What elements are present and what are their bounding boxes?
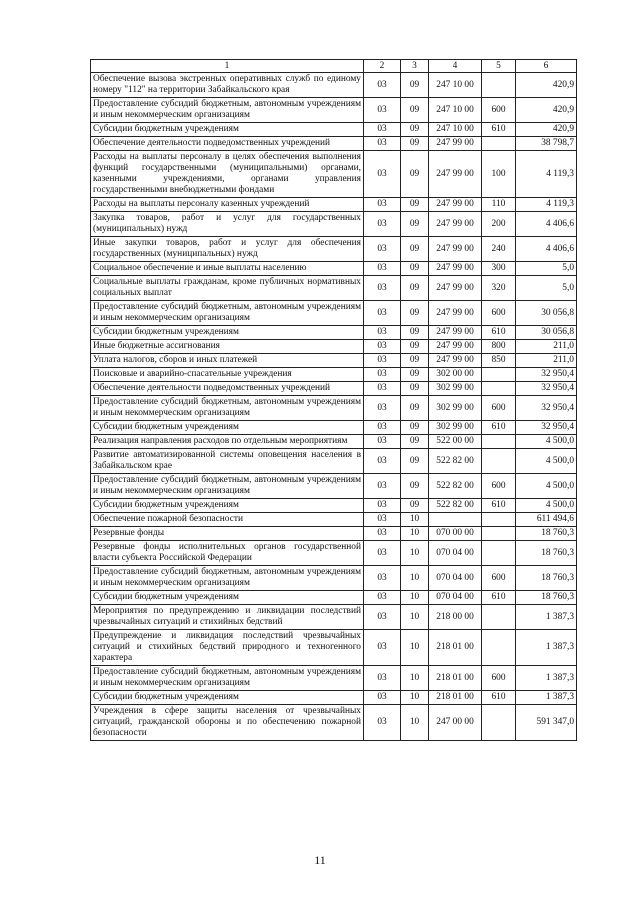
row-section: 03 [364,198,401,212]
table-row [91,382,577,396]
row-subsection: 10 [401,566,429,591]
table-row [91,123,577,137]
row-name: Предупреждение и ликвидация последствий чрезвычайных ситуаций и стихийных бедствий природного и техногенного характера [91,630,364,666]
row-amount: 18 760,3 [516,527,577,541]
row-target-article: 247 00 00 [429,705,482,741]
row-subsection: 10 [401,705,429,741]
row-subsection: 10 [401,513,429,527]
row-section: 03 [364,691,401,705]
row-section: 03 [364,705,401,741]
row-amount: 32 950,4 [516,421,577,435]
row-target-article: 522 82 00 [429,449,482,474]
row-name: Субсидии бюджетным учреждениям [91,691,364,705]
row-subsection: 09 [401,354,429,368]
row-target-article: 247 10 00 [429,73,482,98]
row-section: 03 [364,382,401,396]
row-subsection: 10 [401,666,429,691]
row-subsection: 09 [401,449,429,474]
row-amount: 1 387,3 [516,605,577,630]
table-row [91,527,577,541]
table-row [91,499,577,513]
row-name: Предоставление субсидий бюджетным, автономным учреждениям и иным некоммерческим организациям [91,301,364,326]
row-target-article: 247 99 00 [429,212,482,237]
row-subsection: 10 [401,527,429,541]
row-name: Расходы на выплаты персоналу казенных учреждений [91,198,364,212]
row-subsection: 09 [401,73,429,98]
table-row [91,396,577,421]
row-subsection: 09 [401,123,429,137]
row-subsection: 09 [401,421,429,435]
table-row [91,691,577,705]
row-name: Резервные фонды исполнительных органов государственной власти субъекта Российской Федерации [91,541,364,566]
row-amount: 32 950,4 [516,396,577,421]
row-subsection: 10 [401,630,429,666]
row-target-article: 218 01 00 [429,630,482,666]
row-amount: 4 500,0 [516,499,577,513]
row-section: 03 [364,396,401,421]
row-target-article: 522 82 00 [429,474,482,499]
row-target-article: 070 00 00 [429,527,482,541]
row-section: 03 [364,340,401,354]
row-expense-type: 600 [482,396,516,421]
row-target-article: 247 99 00 [429,198,482,212]
row-expense-type: 610 [482,326,516,340]
row-target-article: 522 82 00 [429,499,482,513]
table-row [91,276,577,301]
row-expense-type [482,449,516,474]
row-name: Обеспечение деятельности подведомственных учреждений [91,137,364,151]
row-section: 03 [364,474,401,499]
row-name: Предоставление субсидий бюджетным, автономным учреждениям и иным некоммерческим организациям [91,474,364,499]
table-row [91,474,577,499]
row-name: Обеспечение деятельности подведомственных учреждений [91,382,364,396]
row-subsection: 09 [401,262,429,276]
row-subsection: 09 [401,499,429,513]
row-target-article: 247 10 00 [429,98,482,123]
row-expense-type [482,368,516,382]
row-name: Субсидии бюджетным учреждениям [91,123,364,137]
col-header-amount: 6 [516,60,577,73]
row-target-article: 218 01 00 [429,666,482,691]
row-name: Резервные фонды [91,527,364,541]
row-target-article: 247 10 00 [429,123,482,137]
row-name: Субсидии бюджетным учреждениям [91,499,364,513]
row-amount: 30 056,8 [516,326,577,340]
row-target-article: 302 00 00 [429,368,482,382]
row-subsection: 09 [401,396,429,421]
table-row [91,421,577,435]
row-expense-type: 110 [482,198,516,212]
table-row [91,212,577,237]
row-subsection: 10 [401,691,429,705]
row-target-article: 247 99 00 [429,137,482,151]
row-expense-type [482,630,516,666]
row-name: Субсидии бюджетным учреждениям [91,421,364,435]
row-amount: 611 494,6 [516,513,577,527]
table-row [91,98,577,123]
row-amount: 420,9 [516,123,577,137]
table-row [91,605,577,630]
row-amount: 1 387,3 [516,691,577,705]
table-row [91,151,577,198]
row-section: 03 [364,262,401,276]
row-target-article: 247 99 00 [429,262,482,276]
row-name: Обеспечение пожарной безопасности [91,513,364,527]
table-row [91,705,577,741]
row-section: 03 [364,541,401,566]
row-section: 03 [364,591,401,605]
row-expense-type: 610 [482,123,516,137]
row-expense-type: 800 [482,340,516,354]
row-expense-type: 610 [482,421,516,435]
row-subsection: 09 [401,237,429,262]
table-row [91,630,577,666]
row-target-article: 247 99 00 [429,326,482,340]
row-section: 03 [364,527,401,541]
row-section: 03 [364,151,401,198]
row-amount: 1 387,3 [516,666,577,691]
row-amount: 18 760,3 [516,541,577,566]
row-target-article: 247 99 00 [429,276,482,301]
row-section: 03 [364,513,401,527]
row-expense-type: 610 [482,591,516,605]
row-section: 03 [364,354,401,368]
row-expense-type: 610 [482,691,516,705]
row-target-article: 218 01 00 [429,691,482,705]
row-target-article [429,513,482,527]
row-name: Предоставление субсидий бюджетным, автономным учреждениям и иным некоммерческим организациям [91,566,364,591]
row-expense-type [482,73,516,98]
row-amount: 5,0 [516,276,577,301]
row-name: Закупка товаров, работ и услуг для государственных (муниципальных) нужд [91,212,364,237]
col-header-section: 2 [364,60,401,73]
row-subsection: 09 [401,326,429,340]
row-expense-type [482,382,516,396]
row-expense-type: 600 [482,666,516,691]
row-amount: 30 056,8 [516,301,577,326]
row-amount: 5,0 [516,262,577,276]
row-amount: 38 798,7 [516,137,577,151]
row-amount: 18 760,3 [516,566,577,591]
row-subsection: 09 [401,151,429,198]
row-subsection: 10 [401,541,429,566]
row-section: 03 [364,421,401,435]
col-header-target-article: 4 [429,60,482,73]
row-name: Обеспечение вызова экстренных оперативных служб по единому номеру "112" на территории Забайкальского края [91,73,364,98]
row-amount: 4 119,3 [516,198,577,212]
row-expense-type: 600 [482,98,516,123]
row-name: Учреждения в сфере защиты населения от чрезвычайных ситуаций, гражданской обороны и по обеспечению пожарной безопасности [91,705,364,741]
table-row [91,368,577,382]
row-expense-type: 320 [482,276,516,301]
row-name: Расходы на выплаты персоналу в целях обеспечения выполнения функций государственными (муниципальными) органами, казенными учреждениями, органами управления государственными внебюджетными фондами [91,151,364,198]
table-body [91,73,577,741]
row-amount: 4 406,6 [516,237,577,262]
row-amount: 211,0 [516,340,577,354]
table-row [91,513,577,527]
row-expense-type: 300 [482,262,516,276]
table-row [91,541,577,566]
row-target-article: 247 99 00 [429,151,482,198]
row-section: 03 [364,630,401,666]
row-name: Развитие автоматизированной системы оповещения населения в Забайкальском крае [91,449,364,474]
row-amount: 420,9 [516,98,577,123]
row-expense-type: 600 [482,566,516,591]
row-expense-type: 100 [482,151,516,198]
row-target-article: 247 99 00 [429,354,482,368]
row-name: Социальное обеспечение и иные выплаты населению [91,262,364,276]
row-name: Иные бюджетные ассигнования [91,340,364,354]
row-section: 03 [364,435,401,449]
row-subsection: 09 [401,474,429,499]
row-name: Субсидии бюджетным учреждениям [91,326,364,340]
row-amount: 4 500,0 [516,435,577,449]
row-amount: 591 347,0 [516,705,577,741]
row-name: Предоставление субсидий бюджетным, автономным учреждениям и иным некоммерческим организациям [91,98,364,123]
row-expense-type: 600 [482,301,516,326]
col-header-name: 1 [91,60,364,73]
row-amount: 32 950,4 [516,382,577,396]
row-section: 03 [364,123,401,137]
row-section: 03 [364,449,401,474]
table-row [91,73,577,98]
row-target-article: 070 04 00 [429,541,482,566]
table-row [91,591,577,605]
row-name: Предоставление субсидий бюджетным, автономным учреждениям и иным некоммерческим организациям [91,666,364,691]
table-row [91,301,577,326]
row-target-article: 247 99 00 [429,237,482,262]
row-section: 03 [364,301,401,326]
row-expense-type [482,435,516,449]
row-section: 03 [364,73,401,98]
row-expense-type: 610 [482,499,516,513]
row-amount: 211,0 [516,354,577,368]
row-section: 03 [364,212,401,237]
table-row [91,137,577,151]
row-subsection: 09 [401,276,429,301]
row-subsection: 09 [401,368,429,382]
row-amount: 420,9 [516,73,577,98]
row-section: 03 [364,98,401,123]
row-target-article: 302 99 00 [429,396,482,421]
row-target-article: 070 04 00 [429,591,482,605]
table-row [91,198,577,212]
row-expense-type: 240 [482,237,516,262]
table-row [91,262,577,276]
table-row [91,449,577,474]
row-expense-type: 600 [482,474,516,499]
table-row [91,354,577,368]
row-target-article: 247 99 00 [429,301,482,326]
row-name: Поисковые и аварийно-спасательные учреждения [91,368,364,382]
row-expense-type: 200 [482,212,516,237]
row-section: 03 [364,368,401,382]
header-row [91,60,577,73]
page-number: 11 [314,853,326,867]
row-amount: 4 406,6 [516,212,577,237]
row-section: 03 [364,326,401,340]
row-name: Социальные выплаты гражданам, кроме публичных нормативных социальных выплат [91,276,364,301]
row-expense-type [482,541,516,566]
row-name: Субсидии бюджетным учреждениям [91,591,364,605]
row-amount: 1 387,3 [516,630,577,666]
row-section: 03 [364,566,401,591]
row-name: Предоставление субсидий бюджетным, автономным учреждениям и иным некоммерческим организациям [91,396,364,421]
row-subsection: 10 [401,591,429,605]
row-name: Мероприятия по предупреждению и ликвидации последствий чрезвычайных ситуаций и стихийных бедствий [91,605,364,630]
table-row [91,340,577,354]
col-header-subsection: 3 [401,60,429,73]
table-row [91,237,577,262]
row-name: Иные закупки товаров, работ и услуг для обеспечения государственных (муниципальных) нужд [91,237,364,262]
row-subsection: 09 [401,382,429,396]
row-expense-type [482,605,516,630]
row-subsection: 09 [401,212,429,237]
row-expense-type [482,513,516,527]
row-name: Реализация направления расходов по отдельным мероприятиям [91,435,364,449]
row-section: 03 [364,666,401,691]
row-subsection: 09 [401,301,429,326]
row-section: 03 [364,605,401,630]
row-expense-type: 850 [482,354,516,368]
row-section: 03 [364,499,401,513]
row-target-article: 218 00 00 [429,605,482,630]
row-target-article: 070 04 00 [429,566,482,591]
row-expense-type [482,705,516,741]
row-name: Уплата налогов, сборов и иных платежей [91,354,364,368]
row-amount: 32 950,4 [516,368,577,382]
row-subsection: 09 [401,198,429,212]
row-amount: 4 500,0 [516,474,577,499]
row-subsection: 09 [401,435,429,449]
row-section: 03 [364,237,401,262]
row-target-article: 302 99 00 [429,421,482,435]
table-row [91,326,577,340]
budget-table [90,59,577,741]
row-amount: 4 500,0 [516,449,577,474]
table-row [91,666,577,691]
row-subsection: 09 [401,340,429,354]
row-subsection: 09 [401,98,429,123]
row-target-article: 522 00 00 [429,435,482,449]
row-section: 03 [364,276,401,301]
table-row [91,566,577,591]
row-subsection: 09 [401,137,429,151]
row-target-article: 247 99 00 [429,340,482,354]
row-expense-type [482,137,516,151]
row-section: 03 [364,137,401,151]
row-subsection: 10 [401,605,429,630]
row-amount: 18 760,3 [516,591,577,605]
row-target-article: 302 99 00 [429,382,482,396]
table-row [91,435,577,449]
row-amount: 4 119,3 [516,151,577,198]
col-header-expense-type: 5 [482,60,516,73]
row-expense-type [482,527,516,541]
